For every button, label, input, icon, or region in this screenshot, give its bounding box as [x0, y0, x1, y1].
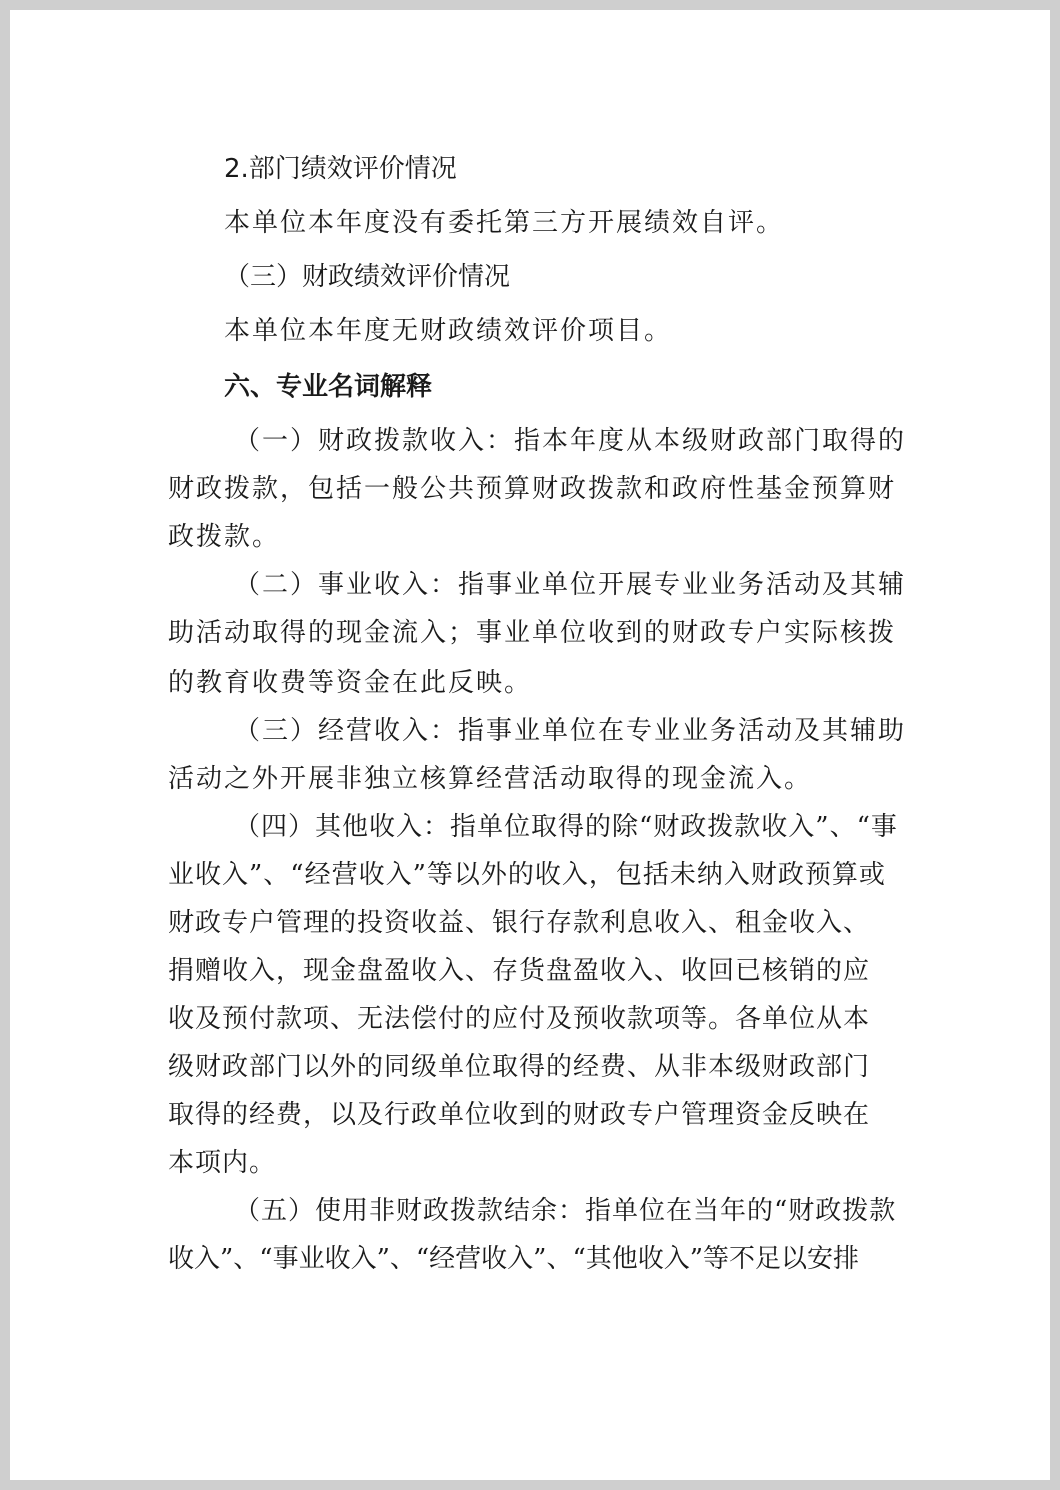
paragraph-line: 本单位本年度没有委托第三方开展绩效自评。	[224, 208, 785, 238]
paragraph-line: （四）其他收入：指单位取得的除“财政拨款收入”、“事	[234, 812, 898, 842]
paragraph-line: （二）事业收入：指事业单位开展专业业务活动及其辅	[234, 570, 907, 600]
paragraph-line: 收及预付款项、无法偿付的应付及预收款项等。各单位从本	[168, 1004, 871, 1034]
paragraph-line: 的教育收费等资金在此反映。	[168, 668, 533, 698]
paragraph-line: 级财政部门以外的同级单位取得的经费、从非本级财政部门	[168, 1052, 871, 1082]
paragraph-line: 活动之外开展非独立核算经营活动取得的现金流入。	[168, 764, 813, 794]
document-page	[10, 10, 1050, 1480]
paragraph-line: 业收入”、“经营收入”等以外的收入，包括未纳入财政预算或	[168, 860, 886, 890]
paragraph-line: 本项内。	[168, 1148, 277, 1178]
paragraph-line: 取得的经费，以及行政单位收到的财政专户管理资金反映在	[168, 1100, 871, 1130]
paragraph-line: （三）经营收入：指事业单位在专业业务活动及其辅助	[234, 716, 907, 746]
paragraph-line: 本单位本年度无财政绩效评价项目。	[224, 316, 673, 346]
paragraph-line: （五）使用非财政拨款结余：指单位在当年的“财政拨款	[234, 1196, 897, 1226]
paragraph-line: 财政专户管理的投资收益、银行存款利息收入、租金收入、	[168, 908, 871, 938]
subheading-dept-evaluation: 2.部门绩效评价情况	[224, 154, 457, 184]
paragraph-line: 助活动取得的现金流入；事业单位收到的财政专户实际核拨	[168, 618, 897, 648]
paragraph-line: （一）财政拨款收入：指本年度从本级财政部门取得的	[234, 426, 907, 456]
paragraph-line: 捐赠收入，现金盘盈收入、存货盘盈收入、收回已核销的应	[168, 956, 871, 986]
section-heading-terms: 六、专业名词解释	[224, 372, 433, 402]
paragraph-line: 财政拨款，包括一般公共预算财政拨款和政府性基金预算财	[168, 474, 897, 504]
paragraph-line: 政拨款。	[168, 522, 281, 552]
subheading-fiscal-evaluation: （三）财政绩效评价情况	[224, 262, 511, 292]
paragraph-line: 收入”、“事业收入”、“经营收入”、“其他收入”等不足以安排	[168, 1244, 860, 1274]
